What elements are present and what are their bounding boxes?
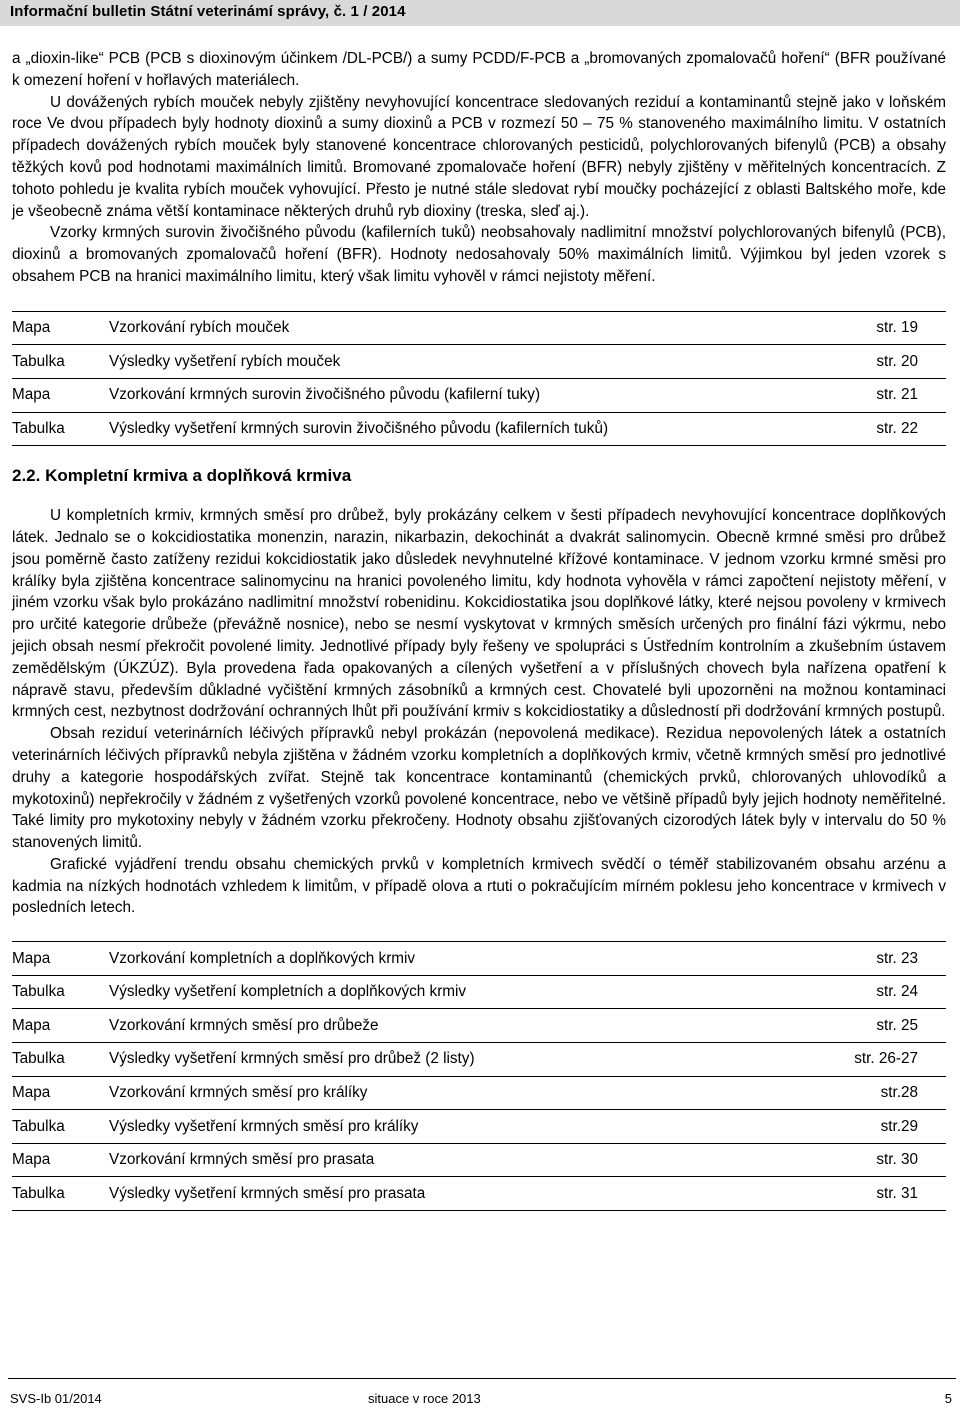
row-type: Tabulka xyxy=(12,1117,65,1135)
table-row xyxy=(12,345,946,379)
row-page: str.29 xyxy=(880,1117,918,1135)
table-row xyxy=(12,1076,946,1110)
row-type: Tabulka xyxy=(12,352,65,370)
row-title: Výsledky vyšetření krmných směsí pro prasata xyxy=(109,1184,426,1202)
table-row xyxy=(12,1177,946,1211)
table-row xyxy=(12,378,946,412)
row-type: Mapa xyxy=(12,319,51,337)
row-title: Výsledky vyšetření krmných směsí pro drůbež (2 listy) xyxy=(109,1050,475,1068)
section-paragraph-2: Obsah reziduí veterinárních léčivých přípravků nebyl prokázán (nepovolená medikace). Rezidua nepovolených látek a ostatních veterinárních léčivých přípravků nebyla zjištěna v žádném vzorku kompletních a doplňkových krmiv, včetně krmných směsí pro jednotlivé druhy a kategorie hospodářských zvířat. Stejně tak koncentrace kontaminantů (chemických prvků, chlorovaných uhlovodíků a mykotoxinů) nepřekročily v žádném z vyšetřených vzorků povolené koncentrace, nebo ve většině případů byly jejich hodnoty neměřitelné. Také limity pro mykotoxiny nebyly v žádném vzorku překročeny. Hodnoty obsahu zjišťovaných cizorodých látek byly v intervalu do 50 % stanovených limitů. xyxy=(12,725,946,852)
row-type: Mapa xyxy=(12,386,51,404)
row-page: str. 22 xyxy=(876,419,918,437)
row-page: str. 20 xyxy=(876,352,918,370)
row-type: Mapa xyxy=(12,1151,51,1169)
row-title: Vzorkování kompletních a doplňkových krmiv xyxy=(109,949,416,967)
row-type: Tabulka xyxy=(12,1184,65,1202)
table-row xyxy=(12,1043,946,1077)
table-row xyxy=(12,1143,946,1177)
footer-period: situace v roce 2013 xyxy=(368,1391,481,1406)
section-paragraph-3: Grafické vyjádření trendu obsahu chemických prvků v kompletních krmivech svědčí o téměř stabilizovaném obsahu arzénu a kadmia na nízkých hodnotách vzhledem k limitům, v případě olova a rtuti o pokračujícím mírném poklesu jeho koncentrace v krmivech v posledních letech. xyxy=(12,855,946,917)
row-page: str. 19 xyxy=(876,319,918,337)
row-page: str. 31 xyxy=(876,1184,918,1202)
row-page: str. 24 xyxy=(876,983,918,1001)
footer-doc-id: SVS-Ib 01/2014 xyxy=(10,1391,102,1406)
row-page: str. 26-27 xyxy=(854,1050,918,1068)
page-footer xyxy=(8,1378,956,1406)
row-type: Mapa xyxy=(12,1016,51,1034)
table-row xyxy=(12,942,946,976)
table-row xyxy=(12,975,946,1009)
bulletin-title: Informační bulletin Státní veterinámí správy, č. 1 / 2014 xyxy=(10,3,406,20)
table-row xyxy=(12,311,946,345)
reference-table-1 xyxy=(12,311,946,446)
table-row xyxy=(12,1110,946,1144)
table-row xyxy=(12,1009,946,1043)
row-type: Mapa xyxy=(12,1083,51,1101)
row-type: Tabulka xyxy=(12,983,65,1001)
row-type: Mapa xyxy=(12,949,51,967)
row-title: Výsledky vyšetření rybích mouček xyxy=(109,352,341,370)
row-title: Výsledky vyšetření krmných surovin živočišného původu (kafilerních tuků) xyxy=(109,419,609,437)
row-type: Tabulka xyxy=(12,419,65,437)
footer-page-number: 5 xyxy=(944,1391,952,1406)
section-paragraph-1: U kompletních krmiv, krmných směsí pro drůbež, byly prokázány celkem v šesti případech nevyhovující koncentrace doplňkových látek. Jednalo se o kokcidiostatika monenzin, narazin, nikarbazin, dekochinát a dvakrát salinomycin. Obecně krmné směsi pro drůbež jsou poměrně často zatíženy rezidui kokcidiostatik jako důsledek nevyhnutelné křížové kontaminace. V jednom vzorku krmné směsi pro králíky byla zjištěna koncentrace salinomycinu na hranici povoleného limitu, kdy hodnota vyhověla v rámci započtení nejistoty měření, v jiném vzorku však bylo prokázáno nadlimitní množství robenidinu. Kokcidiostatika jsou doplňkové látky, které nejsou povoleny v krmivech pro určité kategorie drůbeže (převážně nosnice), nebo se nesmí vyskytovat v krmných směsích určených pro finální fázi výkrmu, nebo jejich obsah nesmí překročit povolené limity. Jednotlivé případy byly řešeny ve spolupráci s Ústředním kontrolním a zkušebním ústavem zemědělským (ÚKZÚZ). Byla provedena řada opakovaných a cílených vyšetření a v příslušných chovech byla nařízena opatření k nápravě stavu, především důkladné vyčištění krmných zásobníků a krmných cest. Chovatelé byli upozorněni na možnou kontaminaci krmných cest, nezbytnost dodržování ochranných lhůt při používání krmiv s kokcidiostatiky a důsledností při dodržování krmných postupů. xyxy=(12,507,946,721)
row-page: str. 30 xyxy=(876,1151,918,1169)
row-title: Vzorkování krmných směsí pro drůbeže xyxy=(109,1016,379,1034)
row-page: str.28 xyxy=(880,1083,918,1101)
row-type: Tabulka xyxy=(12,1050,65,1068)
row-title: Vzorkování krmných směsí pro prasata xyxy=(109,1151,375,1169)
row-title: Vzorkování krmných surovin živočišného původu (kafilerní tuky) xyxy=(109,386,541,404)
row-title: Vzorkování krmných směsí pro králíky xyxy=(109,1083,368,1101)
page-content xyxy=(12,48,946,1211)
intro-paragraph-1: a „dioxin-like“ PCB (PCB s dioxinovým účinkem /DL-PCB/) a sumy PCDD/F-PCB a „bromovaných zpomalovačů hoření“ (BFR používané k omezení hoření v hořlavých materiálech. xyxy=(12,50,946,89)
table-row xyxy=(12,412,946,446)
reference-table-2 xyxy=(12,941,946,1211)
section-heading: 2.2. Kompletní krmiva a doplňková krmiva xyxy=(12,466,352,486)
row-page: str. 21 xyxy=(876,386,918,404)
row-title: Vzorkování rybích mouček xyxy=(109,319,290,337)
row-title: Výsledky vyšetření krmných směsí pro králíky xyxy=(109,1117,419,1135)
row-page: str. 23 xyxy=(876,949,918,967)
intro-paragraph-2: U dovážených rybích mouček nebyly zjištěny nevyhovující koncentrace sledovaných reziduí a kontaminantů stejně jako v loňském roce Ve dvou případech byly hodnoty dioxinů a sumy dioxinů a PCB v rozmezí 50 – 75 % stanoveného maximálního limitu. V ostatních případech dovážených rybích mouček byly stanovené koncentrace chlorovaných pesticidů, polychlorovaných bifenylů (PCB) a obsahy těžkých kovů pod hodnotami maximálních limitů. Bromované zpomalovače hoření (BFR) nebyly zjištěny v měřitelných koncentracích. Z tohoto pohledu je kvalita rybích mouček vyhovující. Přesto je nutné stále sledovat rybí moučky pocházející z oblasti Baltského moře, kde je všeobecně známa větší kontaminace některých druhů ryb dioxiny (treska, sleď aj.). xyxy=(12,93,946,220)
row-page: str. 25 xyxy=(876,1016,918,1034)
row-title: Výsledky vyšetření kompletních a doplňkových krmiv xyxy=(109,983,467,1001)
page-header xyxy=(0,0,960,26)
intro-paragraph-3: Vzorky krmných surovin živočišného původu (kafilerních tuků) neobsahovaly nadlimitní množství polychlorovaných bifenylů (PCB), dioxinů a bromovaných zpomalovačů hoření (BFR). Hodnoty nedosahovaly 50% maximálních limitů. Výjimkou byl jeden vzorek s obsahem PCB na hranici maximálního limitu, který však limitu vyhověl v rámci nejistoty měření. xyxy=(12,224,946,285)
